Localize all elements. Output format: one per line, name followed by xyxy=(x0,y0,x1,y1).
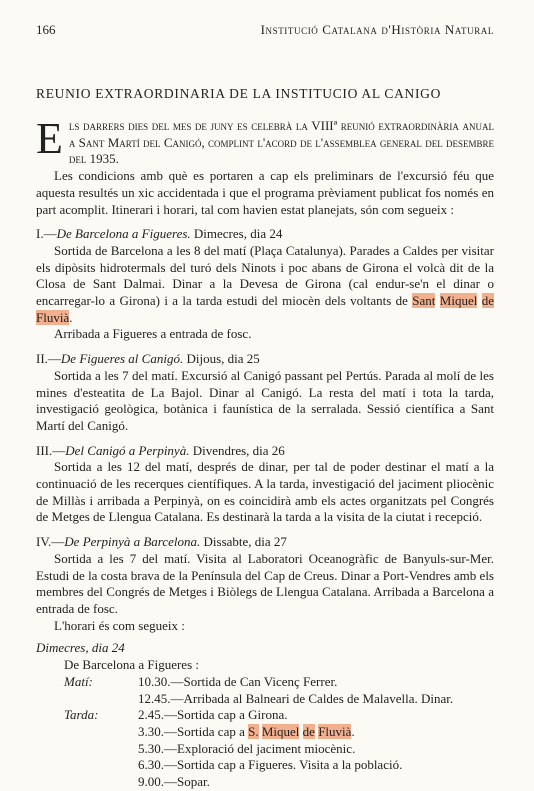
time-slot xyxy=(36,757,138,774)
schedule-row: 3.30.—Sortida cap a S. Miquel de Fluvià. xyxy=(36,724,494,741)
time-slot xyxy=(36,724,138,741)
schedule-row: 6.30.—Sortida cap a Figueres. Visita a la població. xyxy=(36,757,494,774)
schedule-day: Dimecres, dia 24 xyxy=(36,640,125,656)
intro-paragraph-2: Les condicions amb què es portaren a cap els preliminars de l'excursió féu que aquesta resultés un xic accidentada i que el programa prèviament publicat fos només en part acomplit. Itinerari i horari, tal com havien estat planejats, són com segueix : xyxy=(36,168,494,217)
schedule xyxy=(36,640,494,790)
section-1-heading: I.—De Barcelona a Figueres. Dimecres, dia 24 xyxy=(36,226,283,242)
schedule-row: Matí: 10.30.—Sortida de Can Vicenç Ferrer. xyxy=(36,674,494,691)
section-1-arrival: Arribada a Figueres a entrada de fosc. xyxy=(54,326,252,342)
schedule-row: 5.30.—Exploració del jaciment miocènic. xyxy=(36,741,494,758)
highlight: de xyxy=(481,293,495,309)
intro-paragraph-1: Els darrers dies del mes de juny es celebrà la VIIIª reunió extraordinària anual a Sant Martí del Canigó, complint l'acord de l'assemblea general del desembre del 1935. xyxy=(36,114,494,167)
section-2-text: Sortida a les 7 del matí. Excursió al Canigó passant pel Pertús. Parada al molí de les mines d'esteatita de La Bajol. Dinar al Canigó. La resta del matí i tota la tarda, investigació geològica, botànica i faunística de la serralada. Sessió científica a Sant Martí del Canigó. xyxy=(36,367,494,433)
article-body xyxy=(36,114,495,791)
section-4-text: Sortida a les 7 del matí. Visita al Laboratori Oceanogràfic de Banyuls-sur-Mer. Estudi de la costa brava de la Península del Cap de Creus. Dinar a Port-Vendres amb els membres del Congrés de Metges i Biòlegs de Llengua Catalana. Arribada a Barcelona a entrada de fosc. xyxy=(36,550,494,616)
section-1-text: Sortida de Barcelona a les 8 del matí (Plaça Catalunya). Parades a Caldes per visitar els dipòsits hidrotermals del turó dels Ninots i poc abans de Girona el volcà dit de la Closa de Sant Dalmai. Dinar a la Devesa de Girona (cal endur-se'n el dinar o encarregar-lo a Girona) i a la tarda estudi del miocèn dels voltants de Sant Miquel de Fluvià. xyxy=(36,242,495,325)
time-slot xyxy=(36,691,138,708)
highlight: de xyxy=(302,723,315,739)
schedule-route: De Barcelona a Figueres : xyxy=(64,657,200,673)
drop-cap: E xyxy=(36,114,63,163)
time-slot xyxy=(36,741,138,758)
time-slot: Matí: xyxy=(64,673,93,689)
time-slot: Tarda: xyxy=(64,707,99,723)
time-slot xyxy=(36,774,138,791)
schedule-row: Tarda: 2.45.—Sortida cap a Girona. xyxy=(36,707,494,724)
schedule-intro: L'horari és com segueix : xyxy=(54,617,185,633)
section-2-heading: II.—De Figueres al Canigó. Dijous, dia 25 xyxy=(36,351,260,367)
article-title: REUNIO EXTRAORDINARIA DE LA INSTITUCIO AL CANIGO xyxy=(36,86,442,101)
page-number: 166 xyxy=(36,22,56,37)
highlight: Miquel xyxy=(261,723,300,739)
page-header xyxy=(36,22,494,40)
section-3-heading: III.—Del Canigó a Perpinyà. Divendres, dia 26 xyxy=(36,442,285,458)
highlight: Fluvià xyxy=(318,723,352,739)
highlight: Fluvià xyxy=(36,309,70,325)
section-4-heading: IV.—De Perpinyà a Barcelona. Dissabte, dia 27 xyxy=(36,534,287,550)
highlight: S. xyxy=(248,723,259,739)
schedule-row: 12.45.—Arribada al Balneari de Caldes de Malavella. Dinar. xyxy=(36,691,494,708)
highlight: Sant xyxy=(412,293,436,309)
section-3-text: Sortida a les 12 del matí, després de dinar, per tal de poder destinar el matí a la continuació de les recerques científiques. A la tarda, investigació del jaciment pliocènic de Millàs i arribada a Perpinyà, on es coincidirà amb els actes organitzats pel Congrés de Metges de Llengua Catalana. Es destinarà la tarda a la visita de la ciutat i recepció. xyxy=(36,459,494,525)
running-title: Institució Catalana d'Història Natural xyxy=(260,22,494,37)
highlight: Miquel xyxy=(439,293,478,309)
schedule-row: 9.00.—Sopar. xyxy=(36,774,494,791)
